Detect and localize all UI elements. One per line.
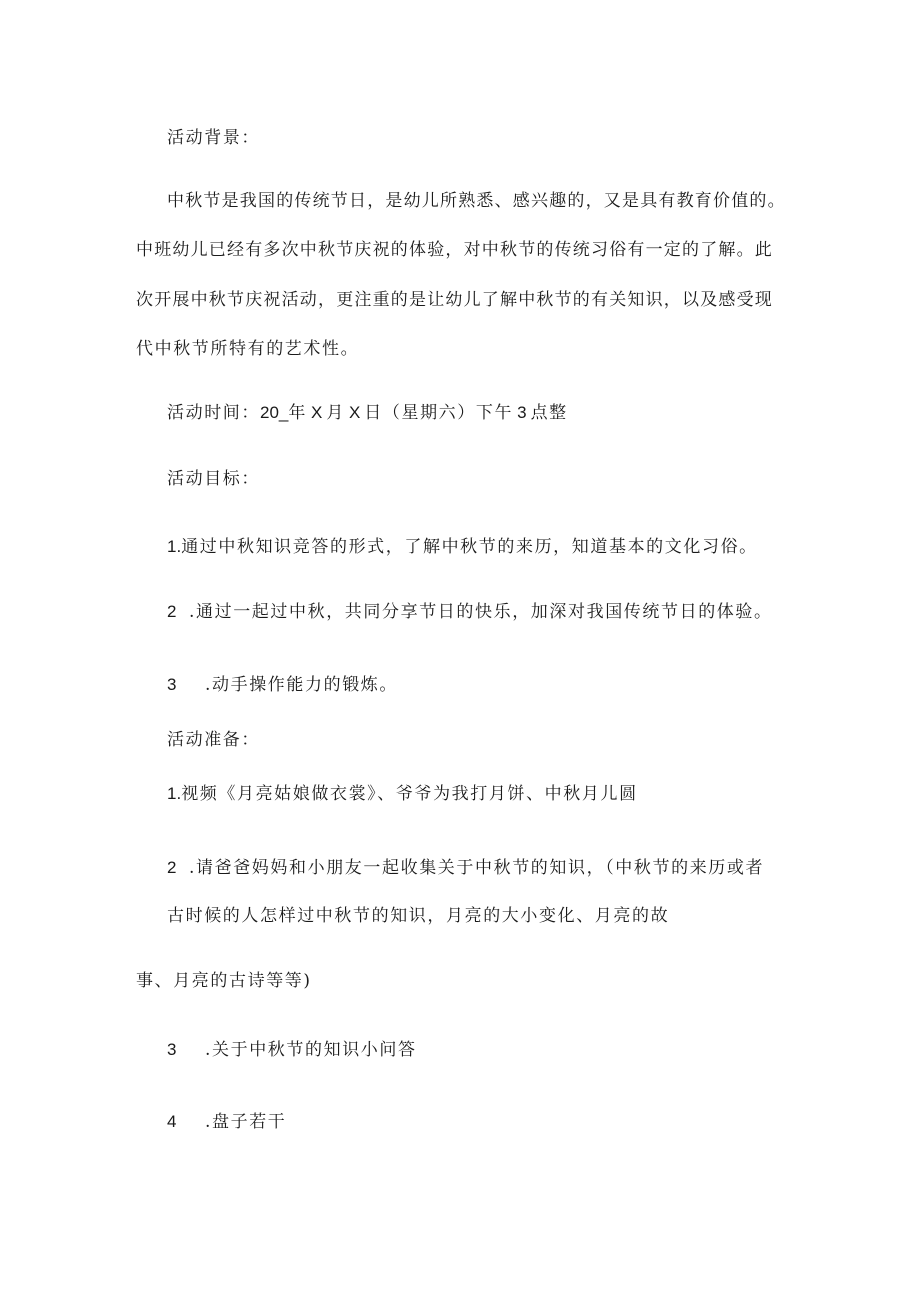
time-hour: 3 [517, 403, 527, 422]
time-t2: 月 [326, 403, 345, 423]
prep-item-2 [167, 857, 764, 879]
goal-item-2 [167, 601, 773, 623]
goal-number: 2 [167, 602, 177, 621]
prep-text: .盘子若干 [205, 1112, 287, 1132]
prep-item-3 [167, 1039, 417, 1061]
goal-item-1 [167, 536, 758, 558]
prep-heading: 活动准备： [167, 730, 260, 750]
prep-number: 2 [167, 858, 177, 877]
goal-text: .动手操作能力的锻炼。 [205, 675, 399, 695]
time-t1: 年 [288, 403, 307, 423]
time-month: X [310, 403, 323, 422]
time-t4: 点整 [530, 403, 568, 423]
prep-text: 古时候的人怎样过中秋节的知识，月亮的大小变化、月亮的故 [167, 906, 670, 926]
background-heading: 活动背景： [167, 128, 260, 148]
prep-item-1 [167, 783, 638, 805]
prep-text: .请爸爸妈妈和小朋友一起收集关于中秋节的知识，（中秋节的来历或者 [189, 858, 765, 878]
activity-time [167, 402, 568, 424]
time-day: X [348, 403, 361, 422]
background-line-4: 代中秋节所特有的艺术性。 [136, 339, 360, 359]
time-year: 20_ [260, 403, 289, 422]
prep-text: 事、月亮的古诗等等) [136, 971, 312, 991]
time-prefix: 活动时间： [167, 403, 260, 423]
background-line-2: 中班幼儿已经有多次中秋节庆祝的体验，对中秋节的传统习俗有一定的了解。此 [136, 240, 773, 260]
prep-number: 4 [167, 1112, 177, 1131]
prep-item-2-cont-2 [136, 970, 312, 992]
prep-text: .关于中秋节的知识小问答 [205, 1040, 417, 1060]
goal-item-3 [167, 674, 398, 696]
background-line-1: 中秋节是我国的传统节日，是幼儿所熟悉、感兴趣的，又是具有教育价值的。 [167, 191, 786, 211]
goal-number: 3 [167, 675, 177, 694]
time-t3: 日（星期六）下午 [364, 403, 514, 423]
prep-item-4 [167, 1111, 286, 1133]
goals-heading: 活动目标： [167, 469, 260, 489]
background-line-3: 次开展中秋节庆祝活动，更注重的是让幼儿了解中秋节的有关知识，以及感受现 [136, 290, 773, 310]
goal-text: .通过一起过中秋，共同分享节日的快乐，加深对我国传统节日的体验。 [189, 602, 773, 622]
prep-item-2-cont-1 [167, 905, 669, 927]
prep-number: 1. [167, 784, 182, 803]
goal-text: 通过中秋知识竞答的形式，了解中秋节的来历，知道基本的文化习俗。 [181, 537, 758, 557]
prep-number: 3 [167, 1040, 177, 1059]
goal-number: 1. [167, 537, 182, 556]
prep-text: 视频《月亮姑娘做衣裳》、爷爷为我打月饼、中秋月儿圆 [181, 784, 638, 804]
